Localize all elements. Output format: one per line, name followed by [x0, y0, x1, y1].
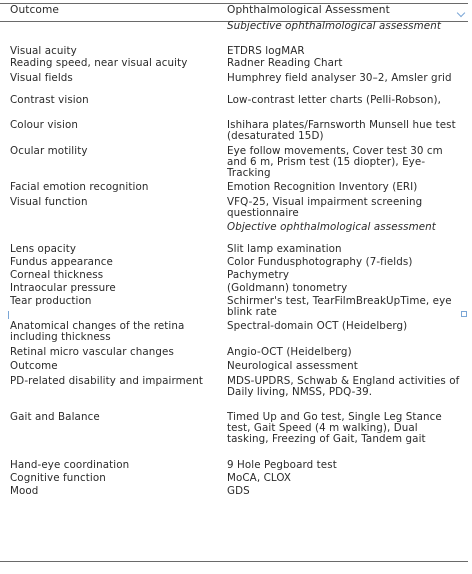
assessment-cell: MoCA, CLOX	[227, 473, 292, 484]
assessment-cell: GDS	[227, 486, 250, 497]
assessment-cell: Neurological assessment	[227, 361, 358, 372]
outcome-cell: Visual fields	[10, 73, 73, 84]
assessment-cell: Ishihara plates/Farnsworth Munsell hue test (desaturated 15D)	[227, 120, 456, 142]
outcome-cell: Tear production	[10, 296, 92, 307]
assessment-cell: Emotion Recognition Inventory (ERI)	[227, 182, 418, 193]
outcome-cell: Anatomical changes of the retina including thickness	[10, 321, 185, 343]
table-row	[10, 486, 462, 499]
section-row	[10, 222, 462, 244]
assessment-cell: MDS-UPDRS, Schwab & England activities of Daily living, NMSS, PDQ-39.	[227, 376, 460, 398]
table-row	[10, 146, 462, 182]
table-row	[10, 361, 462, 376]
assessment-table	[10, 5, 462, 499]
table-row	[10, 197, 462, 222]
assessment-cell: ETDRS logMAR	[227, 46, 305, 57]
assessment-cell: Eye follow movements, Cover test 30 cm and 6 m, Prism test (15 diopter), Eye-Tracking	[227, 146, 443, 179]
assessment-cell: Humphrey field analyser 30–2, Amsler grid	[227, 73, 452, 84]
table-row	[10, 257, 462, 270]
assessment-cell: (Goldmann) tonometry	[227, 283, 348, 294]
table-row	[10, 460, 462, 473]
outcome-cell: Reading speed, near visual acuity	[10, 58, 188, 69]
outcome-cell: Mood	[10, 486, 39, 497]
outcome-cell: Colour vision	[10, 120, 78, 131]
table-body	[10, 21, 462, 499]
table-row	[10, 58, 462, 73]
outcome-cell: Fundus appearance	[10, 257, 113, 268]
section-row	[10, 21, 462, 46]
outcome-cell: Contrast vision	[10, 95, 89, 106]
table-row	[10, 120, 462, 146]
outcome-cell	[10, 222, 227, 244]
outcome-cell: Cognitive function	[10, 473, 106, 484]
outcome-cell: Lens opacity	[10, 244, 77, 255]
assessment-cell: Angio-OCT (Heidelberg)	[227, 347, 352, 358]
table-row	[10, 73, 462, 95]
table-row	[10, 473, 462, 486]
table-row	[10, 95, 462, 120]
outcome-cell: Ocular motility	[10, 146, 88, 157]
assessment-cell: Timed Up and Go test, Single Leg Stance test, Gait Speed (4 m walking), Dual tasking, Freezing of Gait, Tandem gait	[227, 412, 442, 445]
outcome-cell: Facial emotion recognition	[10, 182, 149, 193]
assessment-cell: Schirmer's test, TearFilmBreakUpTime, eye blink rate	[227, 296, 452, 318]
outcome-cell	[10, 21, 227, 46]
outcome-cell: Visual acuity	[10, 46, 77, 57]
outcome-cell: Outcome	[10, 361, 58, 372]
table-header-row	[10, 5, 462, 21]
assessment-cell: Color Fundusphotography (7-fields)	[227, 257, 413, 268]
table-row	[10, 46, 462, 58]
header-assessment: Ophthalmological Assessment	[227, 5, 390, 16]
table-row	[10, 321, 462, 347]
outcome-cell: Visual function	[10, 197, 88, 208]
assessment-cell: Low-contrast letter charts (Pelli-Robson),	[227, 95, 441, 106]
table-row	[10, 270, 462, 283]
outcome-cell: Retinal micro vascular changes	[10, 347, 174, 358]
outcome-cell: Gait and Balance	[10, 412, 100, 423]
outcome-cell: Corneal thickness	[10, 270, 104, 281]
assessment-cell: Slit lamp examination	[227, 244, 342, 255]
section-heading-cell: Objective ophthalmological assessment	[227, 222, 436, 233]
outcome-cell: Intraocular pressure	[10, 283, 116, 294]
table-row	[10, 376, 462, 412]
assessment-cell: Spectral-domain OCT (Heidelberg)	[227, 321, 408, 332]
table-row	[10, 347, 462, 361]
table-row	[10, 182, 462, 197]
top-rule	[0, 3, 468, 4]
assessment-cell: 9 Hole Pegboard test	[227, 460, 337, 471]
assessment-cell: Pachymetry	[227, 270, 290, 281]
table-row	[10, 244, 462, 257]
outcome-cell: Hand-eye coordination	[10, 460, 130, 471]
table-row	[10, 296, 462, 321]
assessment-cell: Radner Reading Chart	[227, 58, 343, 69]
outcome-cell: PD-related disability and impairment	[10, 376, 203, 387]
table-row	[10, 283, 462, 296]
section-heading-cell: Subjective ophthalmological assessment	[227, 21, 441, 32]
assessment-cell: VFQ-25, Visual impairment screening questionnaire	[227, 197, 423, 219]
table-row	[10, 412, 462, 460]
header-outcome: Outcome	[10, 5, 60, 16]
bottom-rule	[0, 561, 468, 562]
